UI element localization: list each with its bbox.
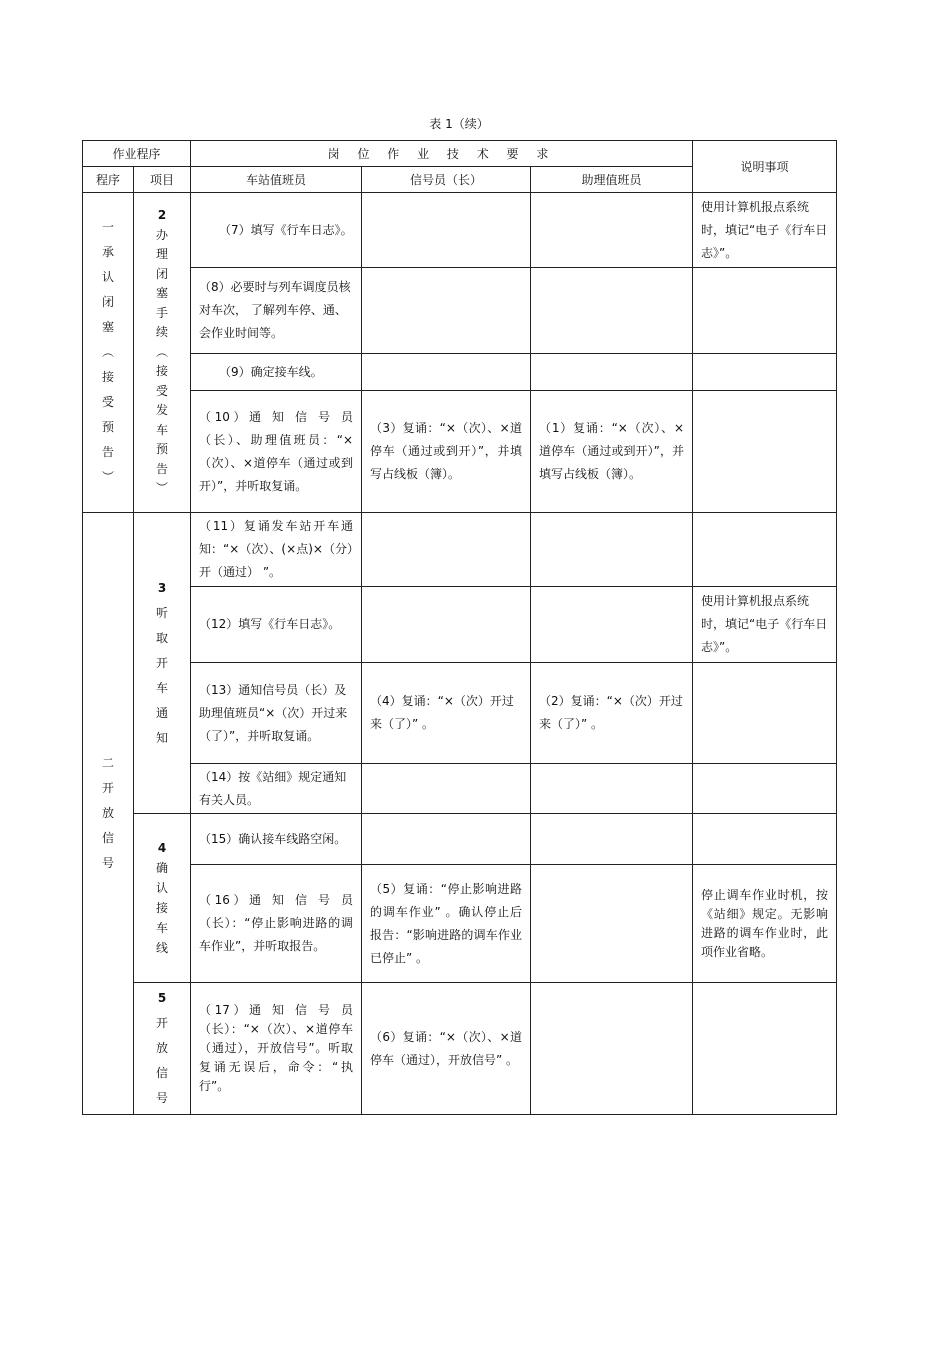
notes-cell: [693, 354, 837, 391]
header-notes: 说明事项: [693, 141, 837, 193]
station-cell: （15）确认接车线路空闲。: [191, 814, 362, 865]
signal-cell: （5）复诵：“停止影响进路的调车作业” 。确认停止后报告：“影响进路的调车作业已停止” 。: [362, 865, 531, 983]
table-row: [83, 391, 837, 513]
assistant-cell: [531, 193, 693, 268]
station-cell: （16）通 知 信 号 员（长）：“停止影响进路的调车作业”，并听取报告。: [191, 865, 362, 983]
table-row: [83, 814, 837, 865]
notes-cell: 使用计算机报点系统时，填记“电子《行车日志》”。: [693, 587, 837, 663]
table-row: [83, 764, 837, 814]
item-cell: 2 办 理 闭 塞 手 续 ︵ 接 受 发 车 预 告 ︶: [134, 193, 191, 513]
signal-cell: [362, 587, 531, 663]
assistant-cell: [531, 764, 693, 814]
header-procedure: 程序: [83, 167, 134, 193]
table-row: [83, 983, 837, 1115]
assistant-cell: （1）复诵：“×（次）、×道停车（通过或到开）”，并填写占线板（簿）。: [531, 391, 693, 513]
station-cell: （12）填写《行车日志》。: [191, 587, 362, 663]
table-row: [83, 354, 837, 391]
station-cell: （8）必要时与列车调度员核对车次， 了解列车停、通、会作业时间等。: [191, 268, 362, 354]
table-row: [83, 268, 837, 354]
header-post-requirements: 岗 位 作 业 技 术 要 求: [191, 141, 693, 167]
table-row: [83, 865, 837, 983]
notes-cell: [693, 764, 837, 814]
notes-cell: [693, 983, 837, 1115]
assistant-cell: [531, 865, 693, 983]
notes-cell: [693, 513, 837, 587]
work-procedure-table: [82, 140, 837, 1115]
item-cell: 4 确 认 接 车 线: [134, 814, 191, 983]
procedure-cell: 一 承 认 闭 塞 ︵ 接 受 预 告 ︶: [83, 193, 134, 513]
procedure-cell: 二 开 放 信 号: [83, 513, 134, 1115]
signal-cell: [362, 193, 531, 268]
assistant-cell: [531, 587, 693, 663]
assistant-cell: [531, 814, 693, 865]
header-row-1: [83, 141, 837, 167]
header-assistant-duty: 助理值班员: [531, 167, 693, 193]
assistant-cell: [531, 268, 693, 354]
header-station-duty: 车站值班员: [191, 167, 362, 193]
signal-cell: （4）复诵：“×（次）开过来（了）” 。: [362, 663, 531, 764]
notes-cell: [693, 814, 837, 865]
signal-cell: [362, 354, 531, 391]
signal-cell: （3）复诵：“×（次）、×道停车（通过或到开）”，并填写占线板（簿）。: [362, 391, 531, 513]
table-row: [83, 663, 837, 764]
notes-cell: 停止调车作业时机，按《站细》规定。无影响进路的调车作业时，此项作业省略。: [693, 865, 837, 983]
signal-cell: （6）复诵：“×（次）、×道停车（通过），开放信号” 。: [362, 983, 531, 1115]
signal-cell: [362, 513, 531, 587]
signal-cell: [362, 814, 531, 865]
item-cell: 3 听 取 开 车 通 知: [134, 513, 191, 814]
notes-cell: [693, 663, 837, 764]
station-cell: （13）通知信号员（长）及助理值班员“×（次）开过来（了）”，并听取复诵。: [191, 663, 362, 764]
header-item: 项目: [134, 167, 191, 193]
item-cell: 5 开 放 信 号: [134, 983, 191, 1115]
table-row: [83, 193, 837, 268]
table-row: [83, 513, 837, 587]
notes-cell: [693, 391, 837, 513]
assistant-cell: [531, 983, 693, 1115]
assistant-cell: [531, 354, 693, 391]
assistant-cell: [531, 513, 693, 587]
notes-cell: 使用计算机报点系统时，填记“电子《行车日志》”。: [693, 193, 837, 268]
table-caption: 表 1（续）: [429, 117, 489, 131]
signal-cell: [362, 268, 531, 354]
notes-cell: [693, 268, 837, 354]
table-row: [83, 587, 837, 663]
station-cell: （14）按《站细》规定通知有关人员。: [191, 764, 362, 814]
station-cell: （17）通 知 信 号 员（长）：“×（次）、×道停车（通过），开放信号”。听取复诵无误后，命令：“执行”。: [191, 983, 362, 1115]
station-cell: （7）填写《行车日志》。: [191, 193, 362, 268]
station-cell: （11）复诵发车站开车通知：“×（次）、(×点)×（分）开（通过） ”。: [191, 513, 362, 587]
signal-cell: [362, 764, 531, 814]
station-cell: （10）通 知 信 号 员（长）、助理值班员：“×（次）、×道停车（通过或到开）”，并听取复诵。: [191, 391, 362, 513]
header-signalman: 信号员（长）: [362, 167, 531, 193]
assistant-cell: （2）复诵：“×（次）开过来（了）” 。: [531, 663, 693, 764]
station-cell: （9）确定接车线。: [191, 354, 362, 391]
header-work-procedure: 作业程序: [83, 141, 191, 167]
